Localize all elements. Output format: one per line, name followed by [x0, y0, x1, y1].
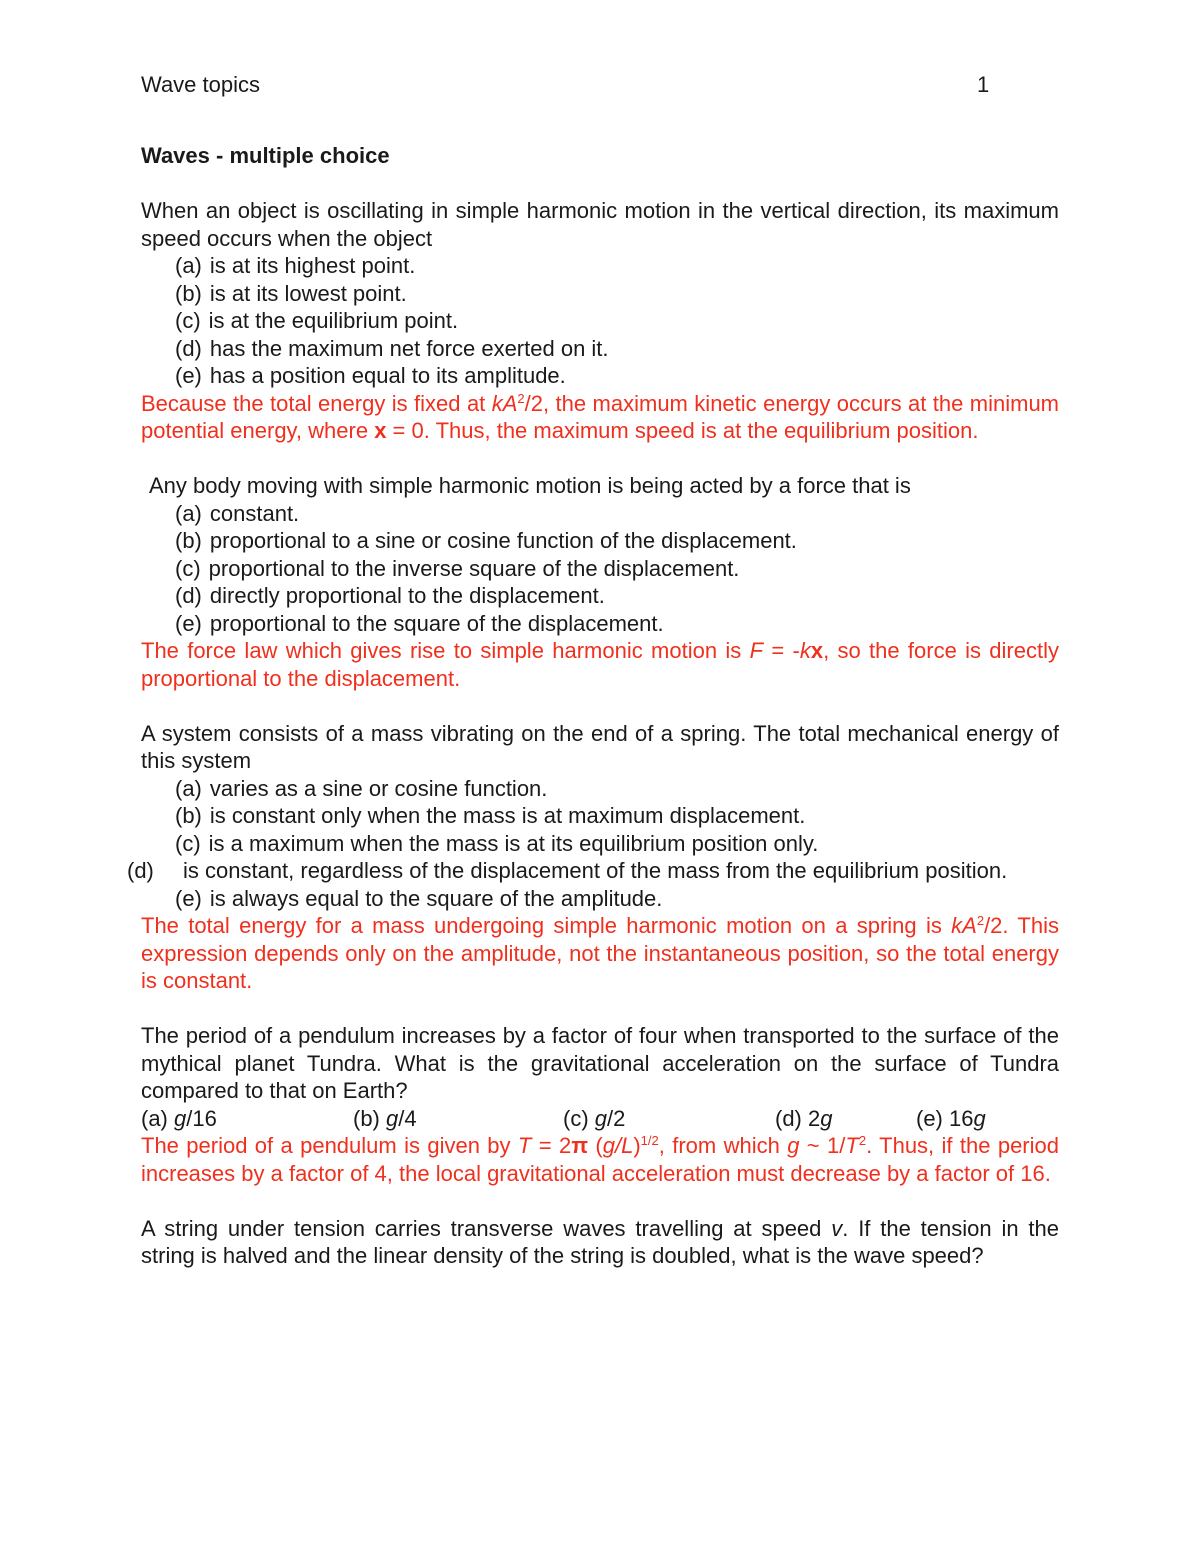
- option-e: (e) 16g: [916, 1105, 986, 1131]
- answer-explanation: The period of a pendulum is given by T = 2π $(g/L)^{1/2}$, from which g ~ $1/T^2$. Thus, if the period increases by a factor of 4, the local gravitational acceleration must decrease by a factor of 16.: [141, 1133, 1059, 1186]
- option-d: (d) is constant, regardless of the displacement of the mass from the equilibrium position.: [127, 858, 1008, 883]
- answer-explanation: Because the total energy is fixed at $kA^2/2$, the maximum kinetic energy occurs at the minimum potential energy, where x = 0. Thus, the maximum speed is at the equilibrium position.: [141, 390, 1060, 443]
- question-text: Any body moving with simple harmonic motion is being acted by a force that is: [149, 473, 911, 498]
- question-text: The period of a pendulum increases by a factor of four when transported to the surface of the mythical planet Tundra. What is the gravitational acceleration on the surface of Tundra compared to that on Earth?: [141, 1023, 1059, 1103]
- section-title: Waves - multiple choice: [141, 143, 390, 168]
- answer-explanation: The total energy for a mass undergoing simple harmonic motion on a spring is $kA^2/2$. This expression depends only on the amplitude, not the instantaneous position, so the total energy is constant.: [141, 913, 1059, 993]
- options-row: [141, 1105, 1059, 1133]
- option-e: (e) is always equal to the square of the amplitude.: [175, 885, 663, 911]
- option-c: (c) is a maximum when the mass is at its equilibrium position only.: [175, 830, 819, 856]
- question-text: A string under tension carries transverse waves travelling at speed v. If the tension in the string is halved and the linear density of the string is doubled, what is the wave speed?: [141, 1215, 1059, 1268]
- question-3: [127, 720, 1059, 995]
- option-a: (a) varies as a sine or cosine function.: [175, 775, 548, 801]
- option-b: (b) proportional to a sine or cosine function of the displacement.: [175, 528, 797, 553]
- question-5: [141, 1215, 1059, 1270]
- option-e: (e) proportional to the square of the displacement.: [175, 610, 664, 636]
- question-1: [141, 197, 1059, 445]
- option-b: (b) is at its lowest point.: [175, 280, 407, 306]
- option-d: (d) directly proportional to the displacement.: [175, 583, 605, 608]
- option-d: (d) has the maximum net force exerted on it.: [175, 335, 609, 361]
- options-list: [127, 775, 1059, 913]
- question-2: [141, 472, 1059, 692]
- option-c: (c) is at the equilibrium point.: [175, 308, 459, 333]
- options-list: [141, 252, 1059, 390]
- option-b: (b) is constant only when the mass is at maximum displacement.: [175, 803, 806, 828]
- options-list: [141, 500, 1059, 638]
- option-d: (d) 2g: [775, 1105, 833, 1131]
- option-a: (a) is at its highest point.: [175, 253, 416, 278]
- option-b: (b) g/4: [353, 1105, 417, 1131]
- header-title: Wave topics: [141, 72, 261, 97]
- option-a: (a) constant.: [175, 500, 300, 526]
- question-text: A system consists of a mass vibrating on the end of a spring. The total mechanical energy of this system: [141, 720, 1059, 773]
- page-number: 1: [977, 72, 990, 97]
- question-4: [141, 1022, 1059, 1187]
- option-c: (c) proportional to the inverse square of the displacement.: [175, 555, 740, 581]
- option-c: (c) g/2: [563, 1105, 626, 1131]
- option-e: (e) has a position equal to its amplitude.: [175, 363, 566, 388]
- option-a: (a) g/16: [141, 1105, 217, 1131]
- answer-explanation: The force law which gives rise to simple harmonic motion is F = -kx, so the force is directly proportional to the displacement.: [141, 638, 1059, 691]
- question-text: When an object is oscillating in simple harmonic motion in the vertical direction, its maximum speed occurs when the object: [141, 198, 1059, 251]
- document-body: [127, 142, 1060, 1270]
